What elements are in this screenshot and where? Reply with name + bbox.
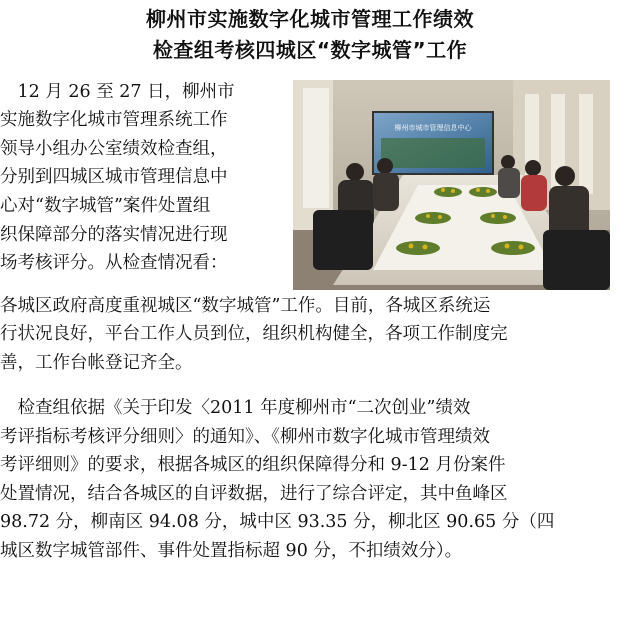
headline-line-1: 柳州市实施数字化城市管理工作绩效 — [146, 7, 474, 31]
body-line-8: 各城区政府高度重视城区“数字城管”工作。目前，各城区系统运 — [0, 296, 491, 316]
body-line-10: 善，工作台帐登记齐全。 — [0, 353, 193, 373]
body-line-6: 织保障部分的落实情况进行现 — [0, 225, 228, 245]
body-line-13: 考评细则》的要求，根据各城区的组织保障得分和 9-12 月份案件 — [0, 455, 506, 475]
body-line-9: 行状况良好，平台工作人员到位，组织机构健全，各项工作制度完 — [0, 324, 508, 344]
body-line-5: 心对“数字城管”案件处置组 — [0, 196, 211, 216]
screen-caption: 柳州市城市管理信息中心 — [394, 124, 472, 132]
body-line-15: 98.72 分，柳南区 94.08 分，城中区 93.35 分，柳北区 90.65 分（四 — [0, 512, 555, 532]
body-line-14: 处置情况，结合各城区的自评数据，进行了综合评定，其中鱼峰区 — [0, 484, 508, 504]
body-line-7: 场考核评分。从检查情况看： — [0, 253, 228, 273]
body-line-3: 领导小组办公室绩效检查组， — [0, 139, 228, 159]
body-line-12: 考评指标考核评分细则〉的通知》、《柳州市数字化城市管理绩效 — [0, 427, 490, 447]
headline-line-2: 检查组考核四城区“数字城管”工作 — [152, 38, 468, 62]
body-line-2: 实施数字化城市管理系统工作 — [0, 110, 228, 130]
body-line-1: 12 月 26 至 27 日，柳州市 — [0, 82, 235, 102]
body-line-16: 城区数字城管部件、事件处置指标超 90 分，不扣绩效分）。 — [0, 541, 463, 561]
meeting-photo — [293, 80, 610, 290]
body-line-11: 检查组依据《关于印发〈2011 年度柳州市“二次创业”绩效 — [0, 398, 471, 418]
body-line-4: 分别到四城区城市管理信息中 — [0, 167, 228, 187]
